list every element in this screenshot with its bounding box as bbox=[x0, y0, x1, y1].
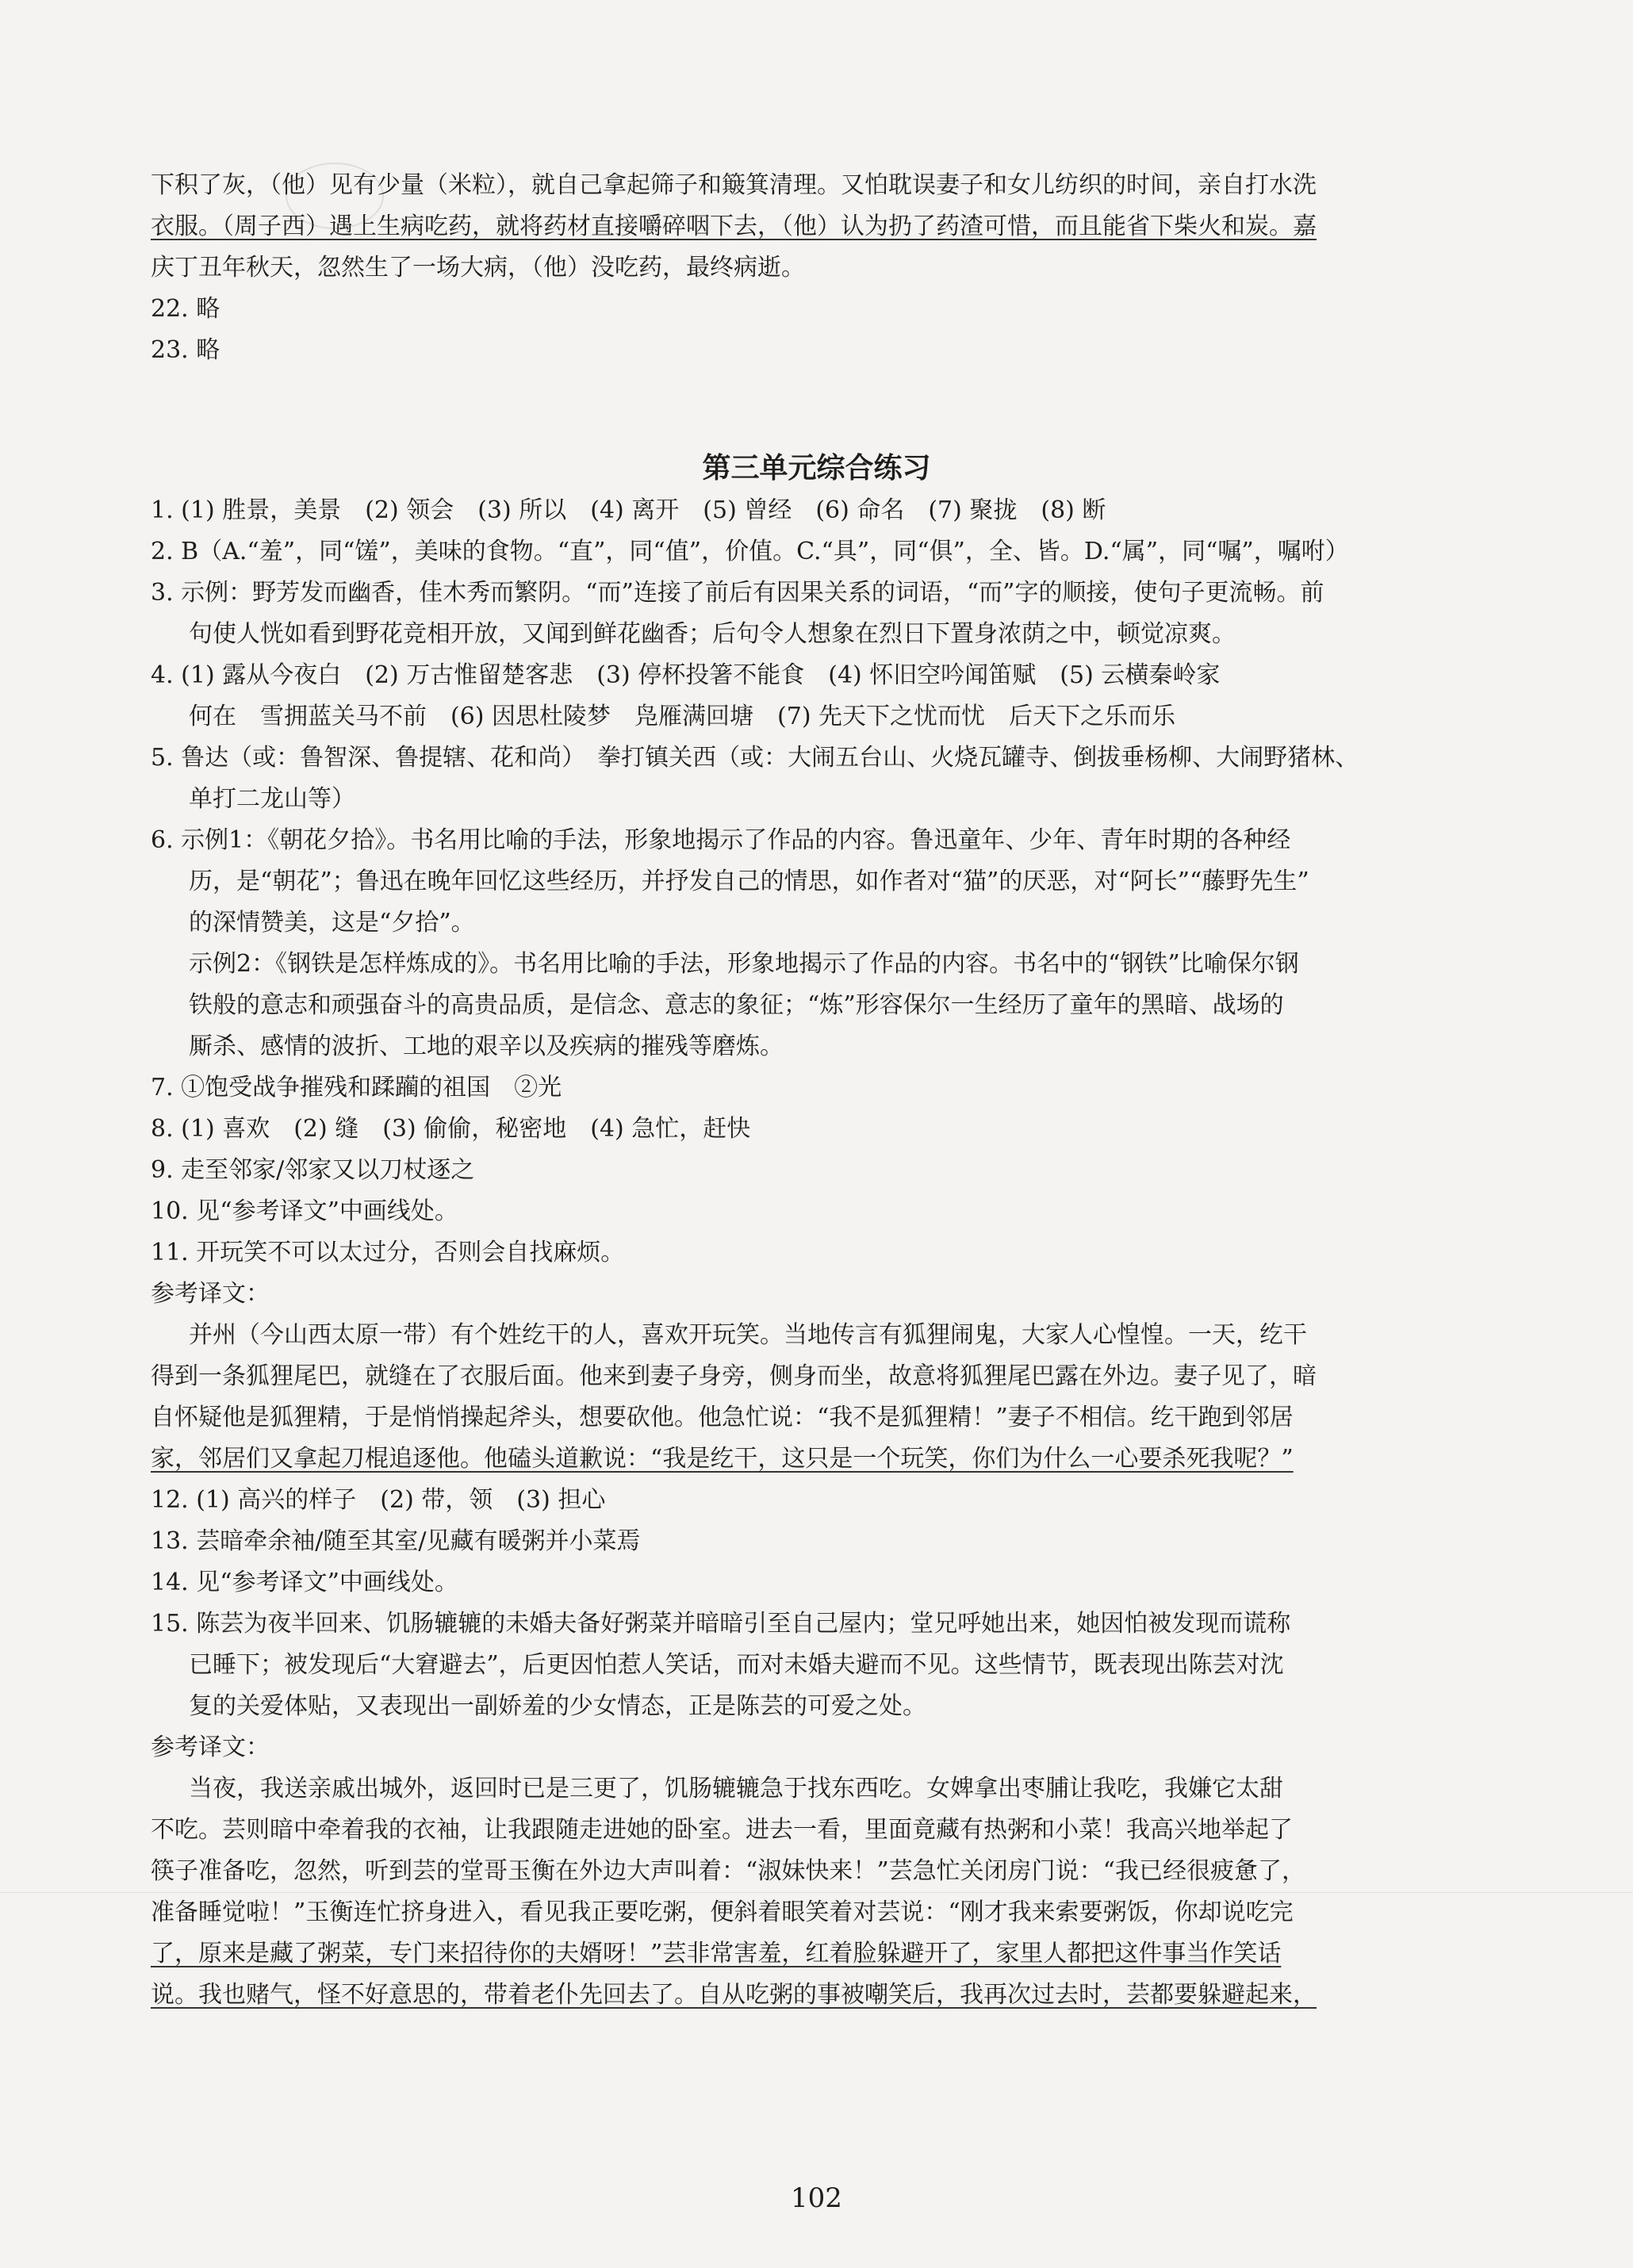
answer-line: 8. (1) 喜欢 (2) 缝 (3) 偷偷，秘密地 (4) 急忙，赶快 bbox=[151, 1115, 751, 1143]
divider bbox=[0, 1892, 1633, 1893]
answer-line: 10. 见“参考译文”中画线处。 bbox=[151, 1197, 458, 1225]
page-number: 102 bbox=[791, 2182, 842, 2214]
top-section bbox=[151, 165, 1436, 371]
answer-line: 准备睡觉啦！”玉衡连忙挤身进入，看见我正要吃粥，便斜着眼笑着对芸说：“刚才我来索要粥饭，你却说吃完 bbox=[151, 1898, 1294, 1926]
answer-line: 说。我也赌气，怪不好意思的，带着老仆先回去了。自从吃粥的事被嘲笑后，我再次过去时，芸都要躲避起来， bbox=[151, 1981, 1317, 2009]
answer-line: 厮杀、感情的波折、工地的艰辛以及疾病的摧残等磨炼。 bbox=[189, 1032, 784, 1060]
answer-line: 22. 略 bbox=[151, 295, 220, 323]
answer-line: 5. 鲁达（或：鲁智深、鲁提辖、花和尚） 拳打镇关西（或：大闹五台山、火烧瓦罐寺、倒拔垂杨柳、大闹野猪林、 bbox=[151, 744, 1359, 772]
answer-line: 不吃。芸则暗中牵着我的衣袖，让我跟随走进她的卧室。进去一看，里面竟藏有热粥和小菜！我高兴地举起了 bbox=[151, 1816, 1293, 1844]
text-line-underlined: 衣服。（周子西）遇上生病吃药，就将药材直接嚼碎咽下去，（他）认为扔了药渣可惜，而且能省下柴火和炭。嘉 bbox=[151, 213, 1317, 240]
answer-line: 23. 略 bbox=[151, 336, 220, 364]
answer-line: 13. 芸暗牵余袖/随至其室/见藏有暖粥并小菜焉 bbox=[151, 1527, 641, 1555]
text-line: 下积了灰，（他）见有少量（米粒），就自己拿起筛子和簸箕清理。又怕耽误妻子和女儿纺织的时间，亲自打水洗 bbox=[151, 171, 1317, 199]
answer-line: 历，是“朝花”；鲁迅在晚年回忆这些经历，并抒发自己的情思，如作者对“猫”的厌恶，对“阿长”“藤野先生” bbox=[189, 868, 1309, 895]
answer-line: 11. 开玩笑不可以太过分，否则会自找麻烦。 bbox=[151, 1239, 625, 1266]
answer-line: 何在 雪拥蓝关马不前 (6) 因思杜陵梦 凫雁满回塘 (7) 先天下之忧而忧 后天下之乐而乐 bbox=[189, 703, 1176, 730]
answer-line: 复的关爱体贴，又表现出一副娇羞的少女情态，正是陈芸的可爱之处。 bbox=[189, 1692, 926, 1720]
answer-line: 了，原来是藏了粥菜，专门来招待你的夫婿呀！”芸非常害羞，红着脸躲避开了，家里人都把这件事当作笑话 bbox=[151, 1940, 1282, 1967]
answer-line: 家，邻居们又拿起刀棍追逐他。他磕头道歉说：“我是纥干，这只是一个玩笑，你们为什么一心要杀死我呢？” bbox=[151, 1445, 1294, 1473]
answer-line: 示例2：《钢铁是怎样炼成的》。书名用比喻的手法，形象地揭示了作品的内容。书名中的“钢铁”比喻保尔钢 bbox=[189, 950, 1299, 978]
answer-line: 3. 示例：野芳发而幽香，佳木秀而繁阴。“而”连接了前后有因果关系的词语，“而”字的顺接，使句子更流畅。前 bbox=[151, 579, 1324, 607]
answer-line: 筷子准备吃，忽然，听到芸的堂哥玉衡在外边大声叫着：“淑妹快来！”芸急忙关闭房门说：“我已经很疲惫了， bbox=[151, 1857, 1306, 1885]
answers-section bbox=[151, 490, 1436, 2016]
answer-line: 9. 走至邻家/邻家又以刀杖逐之 bbox=[151, 1156, 475, 1184]
answer-line: 得到一条狐狸尾巴，就缝在了衣服后面。他来到妻子身旁，侧身而坐，故意将狐狸尾巴露在外边。妻子见了，暗 bbox=[151, 1362, 1317, 1390]
answer-line: 并州（今山西太原一带）有个姓纥干的人，喜欢开玩笑。当地传言有狐狸闹鬼，大家人心惶惶。一天，纥干 bbox=[189, 1321, 1307, 1349]
answer-line: 12. (1) 高兴的样子 (2) 带，领 (3) 担心 bbox=[151, 1486, 606, 1514]
text-line: 庆丁丑年秋天，忽然生了一场大病，（他）没吃药，最终病逝。 bbox=[151, 254, 805, 282]
answer-line: 自怀疑他是狐狸精，于是悄悄操起斧头，想要砍他。他急忙说：“我不是狐狸精！”妻子不相信。纥干跑到邻居 bbox=[151, 1404, 1294, 1431]
answer-line: 2. B（A.“羞”，同“馐”，美味的食物。“直”，同“值”，价值。C.“具”，同“俱”，全、皆。D.“属”，同“嘱”，嘱咐） bbox=[151, 538, 1349, 565]
answer-line: 1. (1) 胜景，美景 (2) 领会 (3) 所以 (4) 离开 (5) 曾经 (6) 命名 (7) 聚拢 (8) 断 bbox=[151, 496, 1106, 524]
answer-line: 参考译文： bbox=[151, 1280, 270, 1308]
answer-line: 的深情赞美，这是“夕拾”。 bbox=[189, 909, 475, 937]
answer-line: 14. 见“参考译文”中画线处。 bbox=[151, 1569, 458, 1596]
answer-line: 单打二龙山等） bbox=[189, 785, 355, 813]
answer-line: 句使人恍如看到野花竞相开放，又闻到鲜花幽香；后句令人想象在烈日下置身浓荫之中，顿觉凉爽。 bbox=[189, 620, 1236, 648]
answer-line: 已睡下；被发现后“大窘避去”，后更因怕惹人笑话，而对未婚夫避而不见。这些情节，既表现出陈芸对沈 bbox=[189, 1651, 1284, 1679]
answer-line: 4. (1) 露从今夜白 (2) 万古惟留楚客悲 (3) 停杯投箸不能食 (4) 怀旧空吟闻笛赋 (5) 云横秦岭家 bbox=[151, 661, 1221, 689]
answer-line: 参考译文： bbox=[151, 1734, 270, 1761]
answer-line: 7. ①饱受战争摧残和蹂躏的祖国 ②光 bbox=[151, 1074, 562, 1101]
answer-line: 当夜，我送亲戚出城外，返回时已是三更了，饥肠辘辘急于找东西吃。女婢拿出枣脯让我吃，我嫌它太甜 bbox=[189, 1775, 1283, 1803]
answer-line: 铁般的意志和顽强奋斗的高贵品质，是信念、意志的象征；“炼”形容保尔一生经历了童年的黑暗、战场的 bbox=[189, 991, 1284, 1019]
answer-line: 15. 陈芸为夜半回来、饥肠辘辘的未婚夫备好粥菜并暗暗引至自己屋内；堂兄呼她出来，她因怕被发现而谎称 bbox=[151, 1610, 1291, 1638]
answer-line: 6. 示例1：《朝花夕拾》。书名用比喻的手法，形象地揭示了作品的内容。鲁迅童年、少年、青年时期的各种经 bbox=[151, 826, 1291, 854]
section-title: 第三单元综合练习 bbox=[702, 451, 931, 485]
